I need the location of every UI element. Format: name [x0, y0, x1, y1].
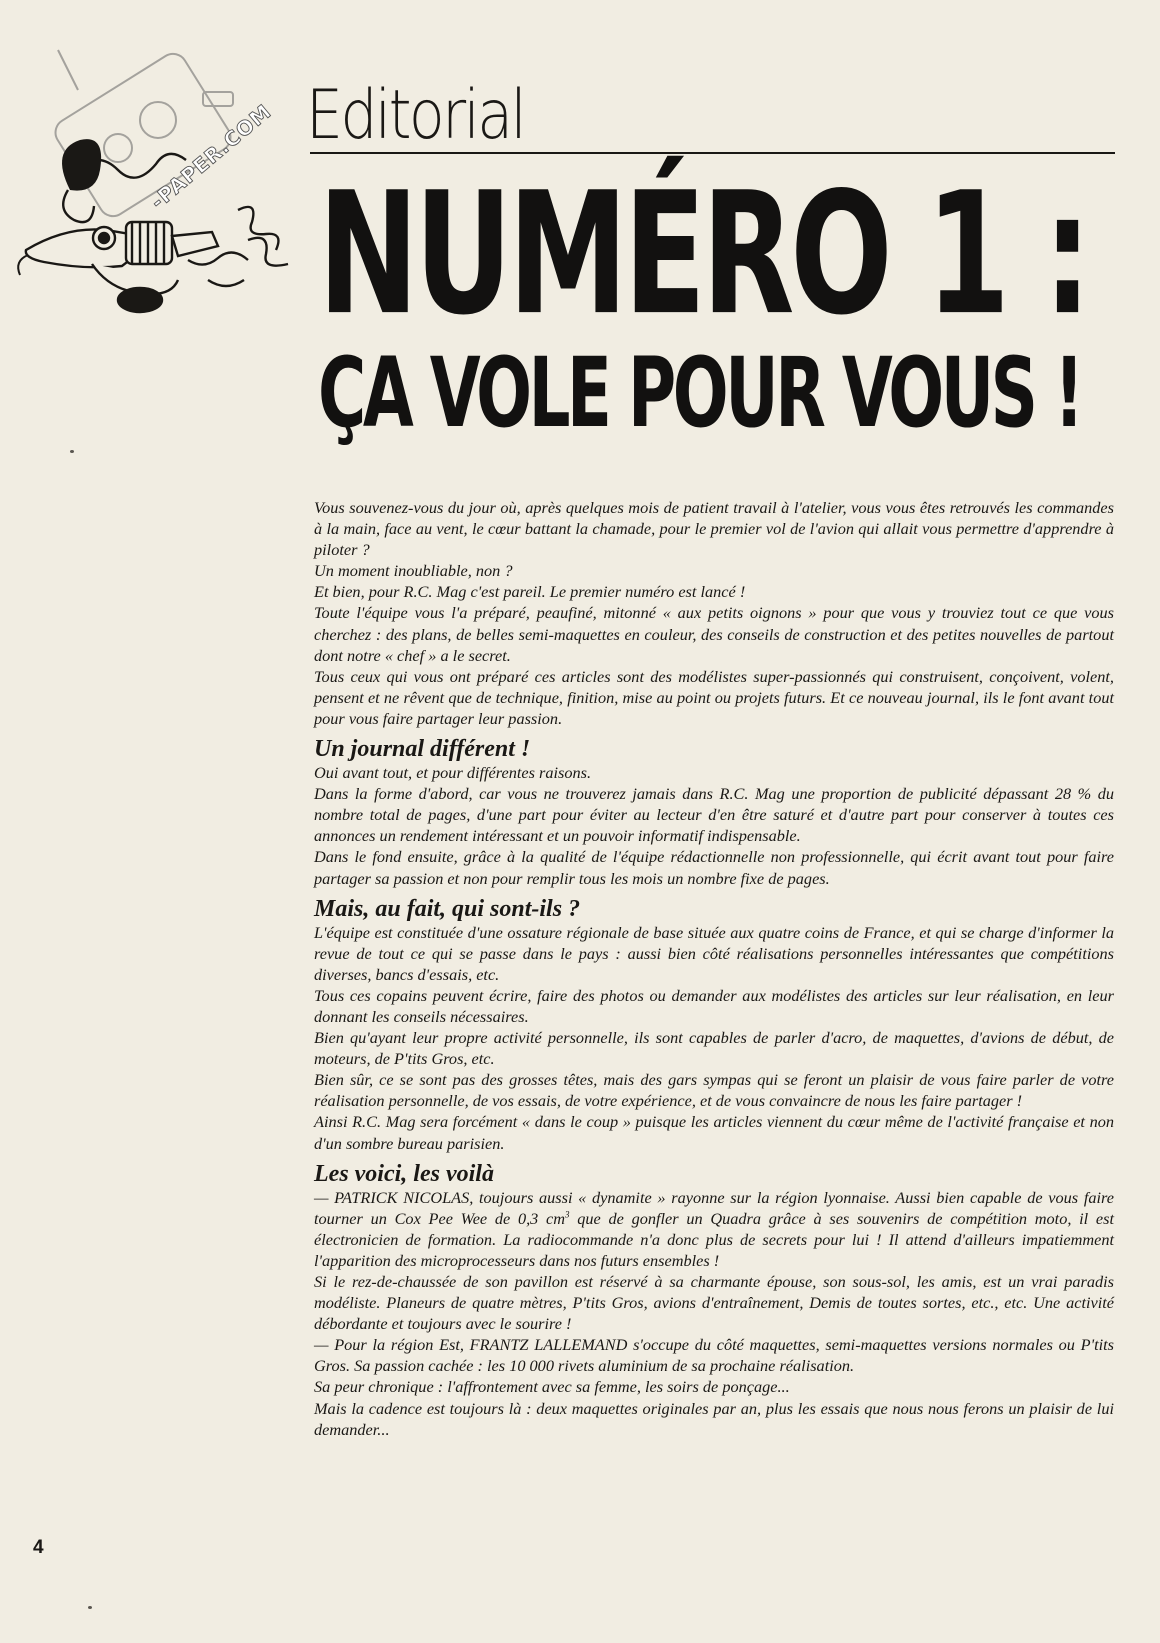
body-paragraph	[314, 1187, 1114, 1271]
intro-paragraph: Toute l'équipe vous l'a préparé, peaufiné, mitonné « aux petits oignons » pour que vous y trouviez tout ce que vous cherchez : des plans, de belles semi-maquettes en couleur, des conseils de construction et des petites nouvelles de partout dont notre « chef » a le secret.	[314, 603, 1114, 665]
body-paragraph: Bien sûr, ce se sont pas des grosses têtes, mais des gars sympas qui se feront un plaisir de vous faire parler de votre réalisation personnelle, de vos essais, de votre expérience, et de vous convaincre de nous les faire partager !	[314, 1070, 1114, 1111]
cartoon-illustration	[8, 40, 308, 340]
section-label: Editorial	[306, 76, 525, 155]
body-paragraph: Oui avant tout, et pour différentes raisons.	[314, 763, 592, 783]
body-paragraph: L'équipe est constituée d'une ossature régionale de base située aux quatre coins de France, et qui se charge d'informer la revue de tout ce qui se passe dans le pays : aussi bien côté réalisations personnelles intéressantes que compétitions diverses, bancs d'essais, etc.	[314, 922, 1114, 984]
body-paragraph: Sa peur chronique : l'affrontement avec sa femme, les soirs de ponçage...	[314, 1377, 790, 1397]
intro-paragraph: Un moment inoubliable, non ?	[314, 561, 513, 581]
section-heading: Mais, au fait, qui sont-ils ?	[314, 895, 581, 922]
intro-paragraph: Et bien, pour R.C. Mag c'est pareil. Le premier numéro est lancé !	[314, 582, 746, 602]
body-paragraph: Mais la cadence est toujours là : deux maquettes originales par an, plus les essais que nous nous ferons un plaisir de lui demander...	[314, 1398, 1114, 1439]
page-number: 4	[33, 1537, 44, 1558]
article-body	[314, 497, 1114, 1440]
section-heading: Un journal différent !	[314, 736, 531, 763]
superscript: 3	[565, 1209, 570, 1220]
text-run: que de gonfler un Quadra grâce à ses souvenirs de compétition moto, il est électronicien de formation. La radiocommande n'a donc plus de secrets pour lui ! Il attend d'ailleurs impatiemment l'apparition des microprocesseurs dans nos futurs ensembles !	[314, 1208, 1114, 1270]
body-paragraph: Tous ces copains peuvent écrire, faire des photos ou demander aux modélistes des articles sur leur réalisation, en leur donnant les conseils nécessaires.	[314, 985, 1114, 1026]
headline	[318, 155, 1160, 449]
watermark-text: -PAPER.COM	[145, 99, 277, 214]
headline-line-2: ÇA VOLE POUR VOUS !	[318, 337, 1081, 449]
body-paragraph: Ainsi R.C. Mag sera forcément « dans le coup » puisque les articles viennent du cœur même de l'activité française et non d'un sombre bureau parisien.	[314, 1112, 1114, 1153]
intro-paragraph: Tous ceux qui vous ont préparé ces articles sont des modélistes super-passionnés qui construisent, conçoivent, volent, pensent et ne rêvent que de technique, finition, mise au point ou projets futurs. Et ce nouveau journal, ils le font avant tout pour vous faire partager leur passion.	[314, 666, 1114, 728]
cartoon-bird-engine-drawing	[8, 40, 308, 340]
section-heading: Les voici, les voilà	[314, 1160, 494, 1187]
body-paragraph: Dans le fond ensuite, grâce à la qualité de l'équipe rédactionnelle non professionnelle, qui écrit avant tout pour faire partager sa passion et non pour remplir tous les mois un nombre fixe de pages.	[314, 847, 1114, 888]
body-paragraph: — Pour la région Est, FRANTZ LALLEMAND s'occupe du côté maquettes, semi-maquettes versions normales ou P'tits Gros. Sa passion cachée : les 10 000 rivets aluminium de sa prochaine réalisation.	[314, 1335, 1114, 1376]
headline-line-1: NUMÉRO 1 :	[318, 155, 1088, 353]
intro-paragraph: Vous souvenez-vous du jour où, après quelques mois de patient travail à l'atelier, vous vous êtes retrouvés les commandes à la main, face au vent, le cœur battant la chamade, pour le premier vol de l'avion qui allait vous permettre d'apprendre à piloter ?	[314, 498, 1114, 560]
header-rule	[310, 152, 1115, 154]
body-paragraph: Si le rez-de-chaussée de son pavillon est réservé à sa charmante épouse, son sous-sol, les amis, est un vrai paradis modéliste. Planeurs de quatre mètres, P'tits Gros, avions d'entraînement, Demis de toutes sortes, etc., etc. Une activité débordante et toujours avec le sourire !	[314, 1272, 1114, 1334]
text-run: — PATRICK NICOLAS, toujours aussi « dynamite » rayonne sur la région lyonnaise. Aussi bien capable de vous faire tourner un Cox Pee Wee de 0,3 cm	[314, 1187, 1114, 1228]
print-speck	[88, 1606, 92, 1609]
body-paragraph: Bien qu'ayant leur propre activité personnelle, ils sont capables de parler d'acro, de maquettes, d'avions de début, de moteurs, de P'tits Gros, etc.	[314, 1028, 1114, 1069]
body-paragraph: Dans la forme d'abord, car vous ne trouverez jamais dans R.C. Mag une proportion de publicité dépassant 28 % du nombre total de pages, d'une part pour éviter au lecteur d'en être saturé et d'autre part pour conserver à toutes ces annonces un rendement intéressant et un pouvoir informatif indispensable.	[314, 784, 1114, 846]
print-speck	[70, 450, 74, 453]
